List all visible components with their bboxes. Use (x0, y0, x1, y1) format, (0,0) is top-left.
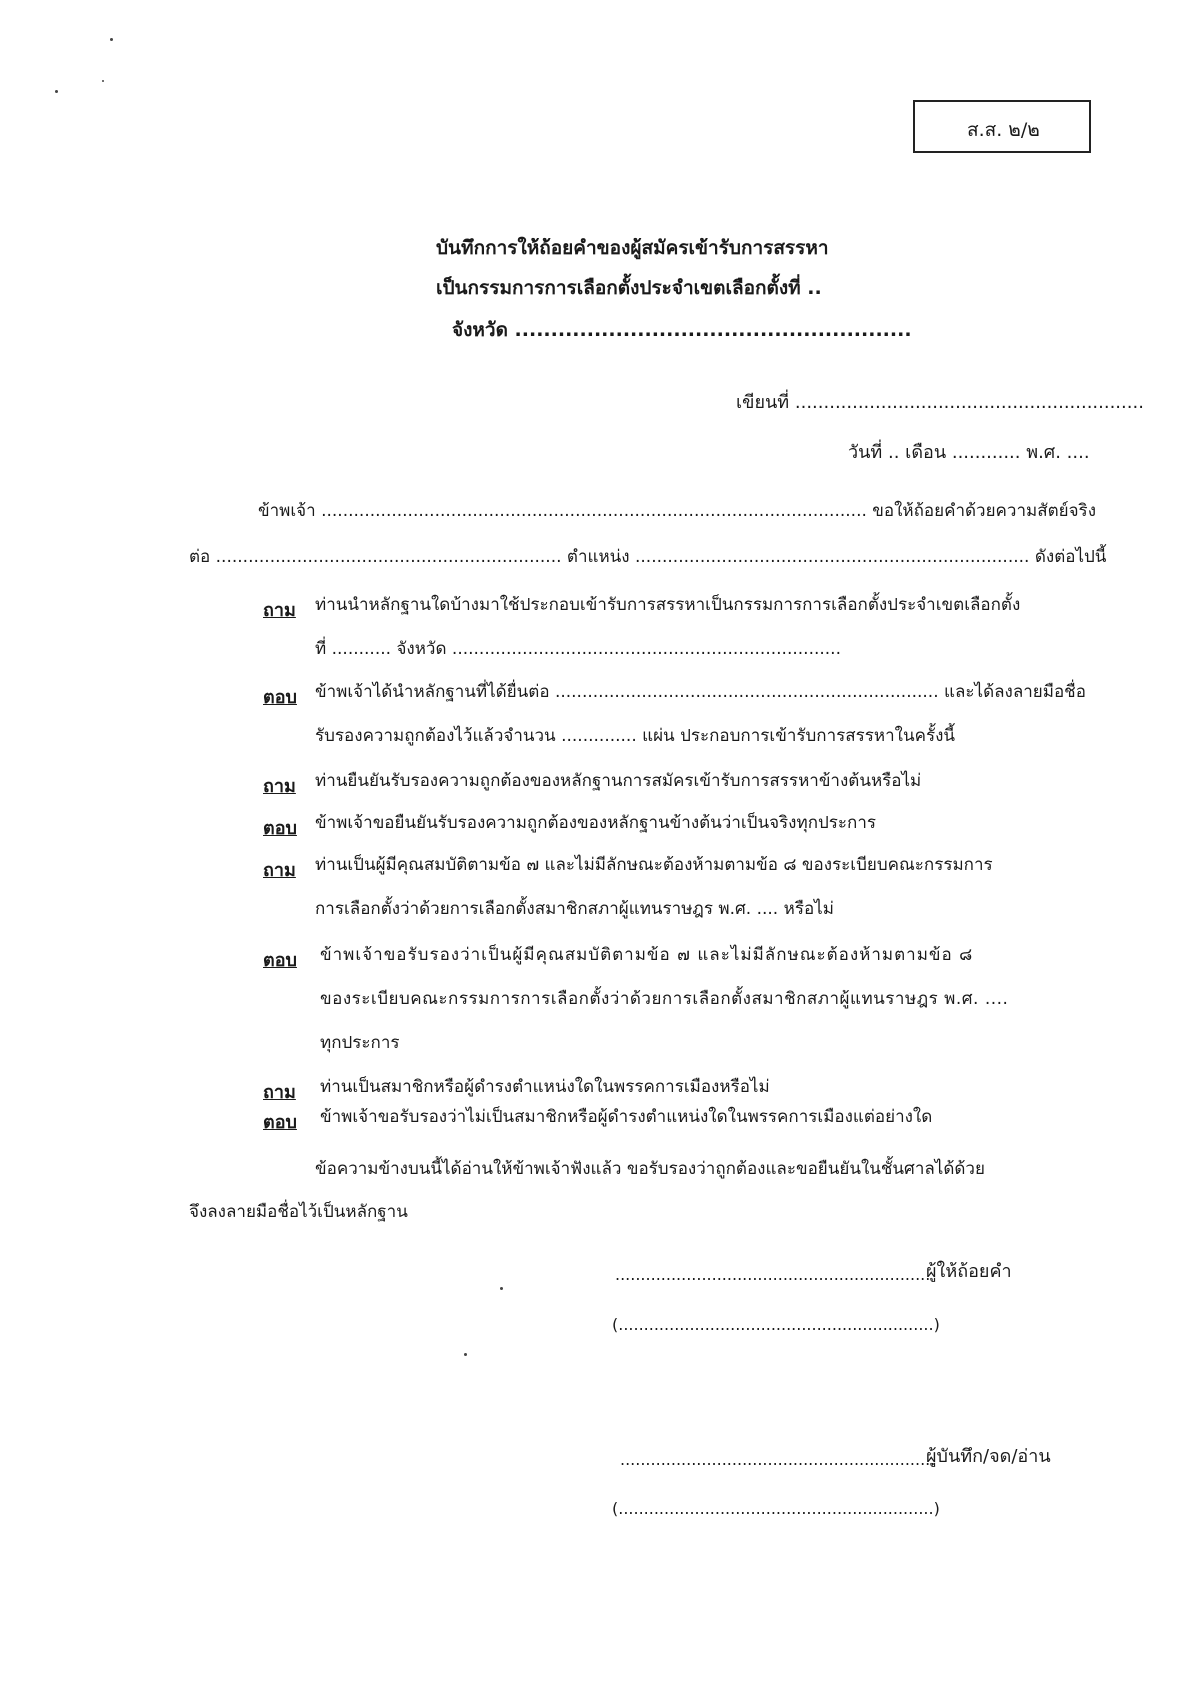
answer-label: ตอบ (263, 1112, 297, 1133)
giver-role: ผู้ให้ถ้อยคำ (926, 1261, 1012, 1282)
scan-speck (55, 90, 58, 93)
qa-text: ท่านนำหลักฐานใดบ้างมาใช้ประกอบเข้ารับการสรรหาเป็นกรรมการการเลือกตั้งประจำเขตเลือกตั้ง (315, 595, 1021, 615)
qa-text: ข้าพเจ้าได้นำหลักฐานที่ได้ยื่นต่อ ....................................................................... และได้ลงลายมือชื่อ (315, 682, 1086, 702)
qa-text: ของระเบียบคณะกรรมการการเลือกตั้งว่าด้วยการเลือกตั้งสมาชิกสภาผู้แทนราษฎร พ.ศ. .... (320, 989, 1009, 1009)
written-at: เขียนที่ ............................................................. (736, 392, 1144, 413)
giver-signature-line: .............................................................. (615, 1265, 931, 1284)
scan-speck (110, 38, 113, 41)
recorder-name: (..............................................................) (612, 1499, 940, 1518)
answer-label: ตอบ (263, 687, 297, 708)
scan-speck (464, 1353, 467, 1356)
form-code-box (913, 100, 1091, 153)
statement-line-1: ข้าพเจ้า ..................................................................................................... ขอให้ถ้อยคำด้วยความสัตย์จริง (258, 501, 1096, 521)
qa-text: ทุกประการ (320, 1033, 400, 1053)
qa-text: รับรองความถูกต้องไว้แล้วจำนวน .............. แผ่น ประกอบการเข้ารับการสรรหาในครั้งนี้ (315, 726, 956, 746)
date-line: วันที่ .. เดือน ............ พ.ศ. .... (848, 442, 1090, 463)
qa-text: การเลือกตั้งว่าด้วยการเลือกตั้งสมาชิกสภาผู้แทนราษฎร พ.ศ. .... หรือไม่ (315, 899, 834, 919)
form-code: ส.ส. ๒/๒ (967, 119, 1040, 141)
qa-text: ข้าพเจ้าขอรับรองว่าเป็นผู้มีคุณสมบัติตามข้อ ๗ และไม่มีลักษณะต้องห้ามตามข้อ ๘ (320, 945, 974, 965)
question-label: ถาม (263, 600, 296, 621)
scan-speck (102, 80, 104, 82)
scan-speck (500, 1287, 503, 1290)
closing-line-2: จึงลงลายมือชื่อไว้เป็นหลักฐาน (189, 1202, 408, 1222)
question-label: ถาม (263, 776, 296, 797)
statement-line-2: ต่อ ................................................................ ตำแหน่ง ......................................................................... ดังต่อไปนี้ (189, 547, 1107, 567)
qa-text: ข้าพเจ้าขอยืนยันรับรองความถูกต้องของหลักฐานข้างต้นว่าเป็นจริงทุกประการ (315, 813, 877, 833)
question-label: ถาม (263, 860, 296, 881)
answer-label: ตอบ (263, 818, 297, 839)
qa-text: ที่ ........... จังหวัด ........................................................................ (315, 639, 841, 659)
title-line-3: จังหวัด ....................................................... (452, 319, 912, 341)
qa-text: ท่านเป็นสมาชิกหรือผู้ดำรงตำแหน่งใดในพรรคการเมืองหรือไม่ (320, 1077, 770, 1097)
title-line-1: บันทึกการให้ถ้อยคำของผู้สมัครเข้ารับการสรรหา (436, 237, 829, 259)
giver-name: (..............................................................) (612, 1315, 940, 1334)
qa-text: ข้าพเจ้าขอรับรองว่าไม่เป็นสมาชิกหรือผู้ดำรงตำแหน่งใดในพรรคการเมืองแต่อย่างใด (320, 1107, 933, 1127)
title-line-2: เป็นกรรมการการเลือกตั้งประจำเขตเลือกตั้งที่ .. (436, 277, 822, 299)
recorder-signature-line: .............................................................. (620, 1450, 936, 1469)
qa-text: ท่านยืนยันรับรองความถูกต้องของหลักฐานการสมัครเข้ารับการสรรหาข้างต้นหรือไม่ (315, 771, 922, 791)
question-label: ถาม (263, 1082, 296, 1103)
answer-label: ตอบ (263, 950, 297, 971)
closing-line-1: ข้อความข้างบนนี้ได้อ่านให้ข้าพเจ้าฟังแล้ว ขอรับรองว่าถูกต้องและขอยืนยันในชั้นศาลได้ด้วย (315, 1159, 985, 1179)
recorder-role: ผู้บันทึก/จด/อ่าน (926, 1446, 1051, 1467)
qa-text: ท่านเป็นผู้มีคุณสมบัติตามข้อ ๗ และไม่มีลักษณะต้องห้ามตามข้อ ๘ ของระเบียบคณะกรรมการ (315, 855, 993, 875)
